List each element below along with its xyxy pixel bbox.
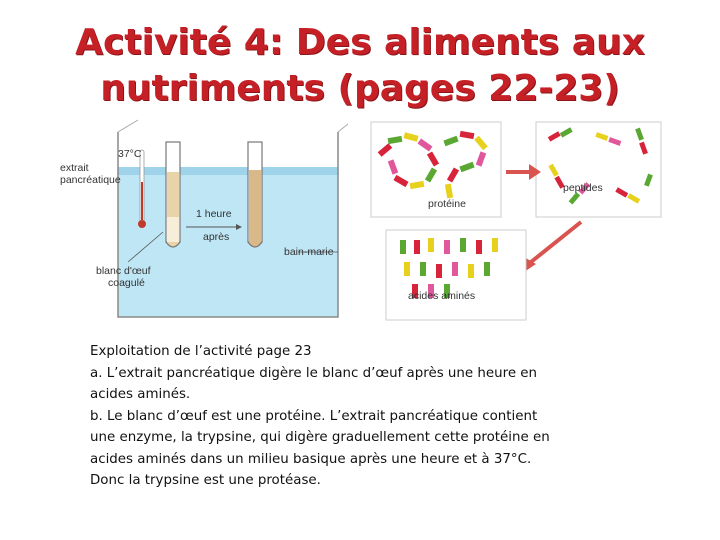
title-line-1: Activité 4: Des aliments aux bbox=[75, 22, 645, 63]
label-acides-amines: acides aminés bbox=[408, 290, 476, 302]
text-line-3: b. Le blanc d’œuf est une protéine. L’extrait pancréatique contient bbox=[90, 408, 538, 424]
exploitation-heading: Exploitation de l’activité page 23 bbox=[90, 344, 312, 359]
test-tube-2 bbox=[248, 142, 262, 247]
exploitation-text bbox=[90, 341, 650, 492]
label-peptides: peptides bbox=[563, 182, 603, 194]
experiment-figure bbox=[58, 112, 670, 325]
text-line-5: acides aminés dans un milieu basique après une heure et à 37°C. bbox=[90, 451, 532, 467]
label-egg-line1: blanc d'œuf bbox=[96, 265, 151, 277]
label-egg-line2: coagulé bbox=[108, 277, 145, 289]
slide-title bbox=[0, 20, 720, 112]
label-temperature: 37°C bbox=[118, 148, 142, 160]
label-proteine: protéine bbox=[428, 198, 466, 210]
label-time-line2: après bbox=[203, 231, 230, 243]
text-line-6: Donc la trypsine est une protéase. bbox=[90, 473, 321, 488]
label-extract-line1: extrait bbox=[60, 162, 89, 174]
title-line-2: nutriments (pages 22-23) bbox=[100, 68, 620, 109]
label-time-line1: 1 heure bbox=[196, 208, 232, 220]
text-line-2: acides aminés. bbox=[90, 387, 191, 402]
test-tube-1 bbox=[166, 142, 180, 247]
label-bain-marie: bain-marie bbox=[284, 246, 334, 258]
text-line-1: a. L’extrait pancréatique digère le blanc d’œuf après une heure en bbox=[90, 365, 538, 381]
text-line-4: une enzyme, la trypsine, qui digère graduellement cette protéine en bbox=[90, 430, 550, 445]
label-extract-line2: pancréatique bbox=[60, 174, 121, 186]
